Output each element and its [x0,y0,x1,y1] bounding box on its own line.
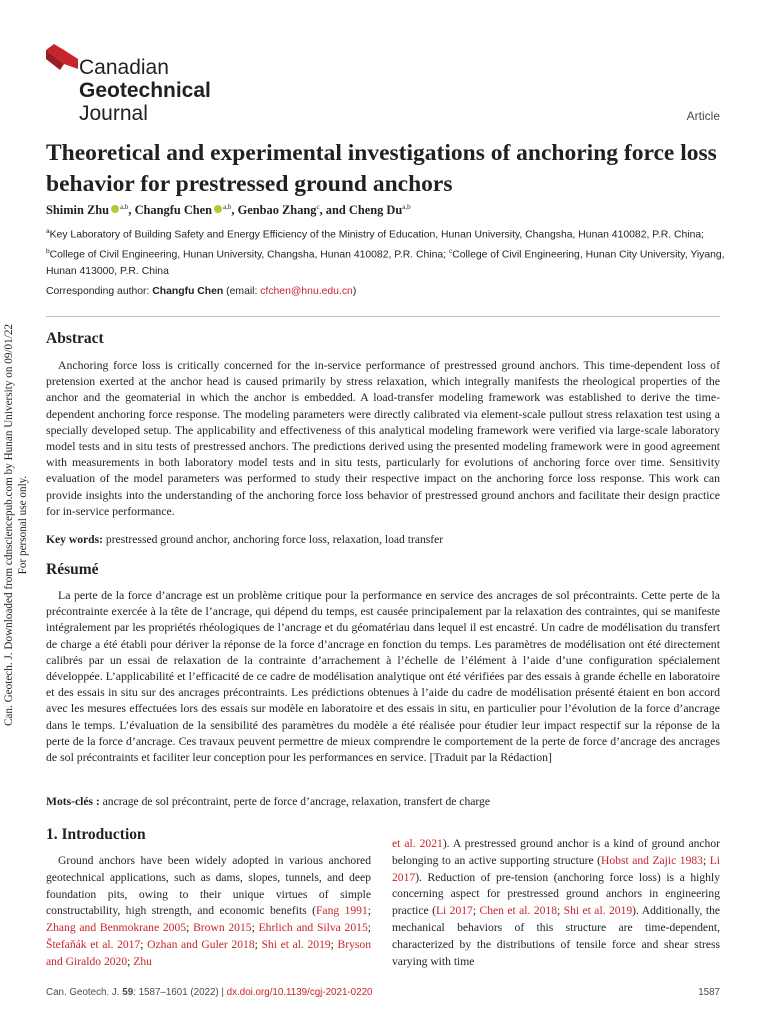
body-text: ). A prestressed ground anchor is a kind of ground anchor belonging to an active supporting structure ( [392,837,720,867]
orcid-icon[interactable] [214,205,222,213]
affiliation-marker: c [448,247,453,255]
footer-citation [46,987,372,998]
author-name[interactable]: Genbao Zhang [237,203,317,218]
reference-link[interactable]: Štefaňák et al. 2017 [46,937,141,951]
mots-cles-text: ancrage de sol précontraint, perte de force d’ancrage, relaxation, transfert de charge [99,795,490,808]
reference-link[interactable]: et al. 2021 [392,837,443,850]
author-list [46,203,411,218]
introduction-column-2 [392,836,720,970]
article-title: Theoretical and experimental investigations of anchoring force loss behavior for prestressed ground anchors [46,140,717,197]
body-text: ; [140,937,148,951]
body-text: ; [254,937,262,951]
reference-link[interactable]: Chen et al. 2018 [479,904,558,918]
resume-heading: Résumé [46,561,99,578]
journal-name-line2: Geotechnical [79,79,211,102]
affiliation-marker: a [46,228,50,235]
body-text: ; [557,904,564,918]
body-text: ; [367,921,371,935]
affiliation-text: College of Civil Engineering, Hunan University, Changsha, Hunan 410082, P.R. China; [49,249,449,261]
mots-cles [46,795,490,808]
corresponding-author [46,286,356,297]
body-text: ; [330,937,338,951]
footer-journal: Can. Geotech. J. [46,987,123,998]
header-divider [46,316,720,317]
reference-link[interactable]: Shi et al. 2019 [563,904,633,918]
body-text: ; [367,904,371,918]
author-name[interactable]: Cheng Du [348,203,403,218]
reference-link[interactable]: Bryson and Giraldo 2020 [46,937,372,968]
email-link[interactable]: cfchen@hnu.edu.cn [260,286,353,297]
corresponding-prefix: Corresponding author: [46,286,153,297]
author-name[interactable]: Changfu Chen [134,203,213,218]
reference-link[interactable]: Fang 1991 [315,904,368,918]
page-number: 1587 [698,987,720,998]
reference-link[interactable]: Ehrlich and Silva 2015 [258,921,368,935]
footer-volume: 59 [122,987,134,998]
affiliation-marker: b [46,247,50,255]
reference-link[interactable]: Brown 2015 [193,921,252,935]
watermark-line2: For personal use only. [17,475,29,575]
abstract-heading: Abstract [46,330,104,347]
reference-link[interactable]: Zhang and Benmokrane 2005 [46,921,187,935]
reference-link[interactable]: Ozhan and Guler 2018 [147,937,255,951]
mots-cles-label: Mots-clés : [46,795,100,808]
author-affiliation-marker: a,b [120,203,129,211]
affiliations [46,224,726,280]
corresponding-name: Changfu Chen [152,286,224,297]
affiliation-text: College of Civil Engineering, Hunan City University, Yiyang, Hunan 413000, P.R. China [46,249,725,277]
body-text: ; [251,921,259,935]
download-watermark [2,145,32,905]
corresponding-mid: (email: [223,286,261,297]
reference-link[interactable]: Zhu [133,954,152,968]
keywords-text: prestressed ground anchor, anchoring force loss, relaxation, load transfer [103,533,444,546]
reference-link[interactable]: Hobst and Zajic 1983 [601,853,703,867]
journal-logo[interactable] [46,44,236,128]
author-affiliation-marker: c [316,203,320,211]
keywords [46,533,443,546]
introduction-heading: 1. Introduction [46,826,146,843]
body-text: ; [472,904,480,918]
keywords-label: Key words: [46,533,103,546]
maple-leaf-icon [46,44,78,78]
author-affiliation-marker: a,b [223,203,232,211]
reference-link[interactable]: Li 2017 [435,904,473,918]
body-text: ; [127,954,134,968]
author-separator: , [128,203,135,218]
footer-pages: : 1587–1601 (2022) | [133,987,227,998]
author-separator: , [231,203,238,218]
author-separator: , and [319,203,349,218]
reference-link[interactable]: Li 2017 [392,853,721,884]
author-affiliation-marker: a,b [402,203,411,211]
watermark-line1: Can. Geotech. J. Downloaded from cdnsciencepub.com by Hunan University on 09/01/22 [3,323,15,727]
author-name[interactable]: Shimin Zhu [46,203,110,218]
orcid-icon[interactable] [111,205,119,213]
body-text: Ground anchors have been widely adopted in various anchored geotechnical applications, such as dams, slopes, tunnels, and deep foundation pits, owing to their unique virtues of simple constructability, high strength, and economic benefits ( [46,854,371,918]
body-text: ; [186,921,194,935]
resume-text: La perte de la force d’ancrage est un problème critique pour la performance en service des ancrages de sol précontraints. Cette perte de la précontrainte exercée à la tête de l’ancrage, qui dépend du temps, est causée principalement par la relaxation des contraintes, qui se manifeste intégralement par les propriétés rhéologiques de l’ancrage et du géomatériau dans lequel il est encastré. Un cadre de modélisation du transfert de charge a été établi pour dériver la réponse de la force d’ancrage en fonction du temps. Les paramètres de modélisation ont été directement calibrés par un essai de relaxation de la contrainte d’arrachement à l’échelle de l’élément à l’aide d’une configuration spécialement développée. L’applicabilité et l’efficacité de ce cadre de modélisation analytique ont été vérifiées par des essais à grande échelle en laboratoire et des essais in situ sur des ancrages précontraints. Les prédictions obtenues à l’aide du cadre de modélisation présenté étaient en bon accord avec les mesures effectuées lors des essais sur modèle en laboratoire et des essais in situ, en particulier pour l’évolution de la force d’ancrage dans le temps. L’évaluation de la sensibilité des paramètres du modèle a été réalisée pour étudier leur impact respectif sur la réponse de la perte de la force d’ancrage. Ces travaux peuvent permettre de mieux comprendre le comportement de la perte de force d’ancrage des ancrages de sol précontraints et faciliter leur conception pour les performances en service. [Traduit par la Rédaction] [46,588,720,765]
doi-link[interactable]: dx.doi.org/10.1139/cgj-2021-0220 [226,987,373,998]
corresponding-suffix: ) [352,286,357,297]
body-text: ). Additionally, the mechanical behaviors of this structure are time-dependent, characterized by the distributions of tensile force and shear stress varying with time [392,904,721,968]
journal-name-line3: Journal [79,102,148,125]
journal-name-line1: Canadian [79,56,169,79]
abstract-text: Anchoring force loss is critically concerned for the in-service performance of prestressed ground anchors. This time-dependent loss of pretension exerted at the anchor head is caused primarily by stress relaxation, which integrally manifests the rheological properties of the anchor and the geomaterial in which the anchor is embedded. A load-transfer modeling framework was established to derive the time-dependent anchoring force response. The modeling parameters were directly calibrated via element-scale pullout stress relaxation test using a specially developed setup. The applicability and effectiveness of this analytical modeling framework were verified via large-scale laboratory model tests and in situ tests of prestressed anchors. The predictions derived using the presented modeling framework were in good agreement with measurements in both laboratory model tests and in situ tests, particularly for evolutions of anchoring force over time. Sensitivity evaluation of the model parameters was performed to study their respective impact on the anchoring force loss response. This work can provide insights into the understanding of the anchoring force loss behavior of prestressed ground anchors and facilitate their design practice for in-service performance. [46,358,720,518]
body-text: ). Reduction of pre-tension (anchoring force loss) is a highly concerning aspect for prestressed ground anchors in engineering practice ( [392,870,720,918]
reference-link[interactable]: Shi et al. 2019 [261,937,331,951]
introduction-column-1 [46,853,371,971]
body-text: ; [702,853,710,867]
affiliation-text: Key Laboratory of Building Safety and Energy Efficiency of the Ministry of Education, Hunan University, Changsha, Hunan 410082, P.R. China; [49,229,705,241]
article-type-label: Article [686,109,720,123]
